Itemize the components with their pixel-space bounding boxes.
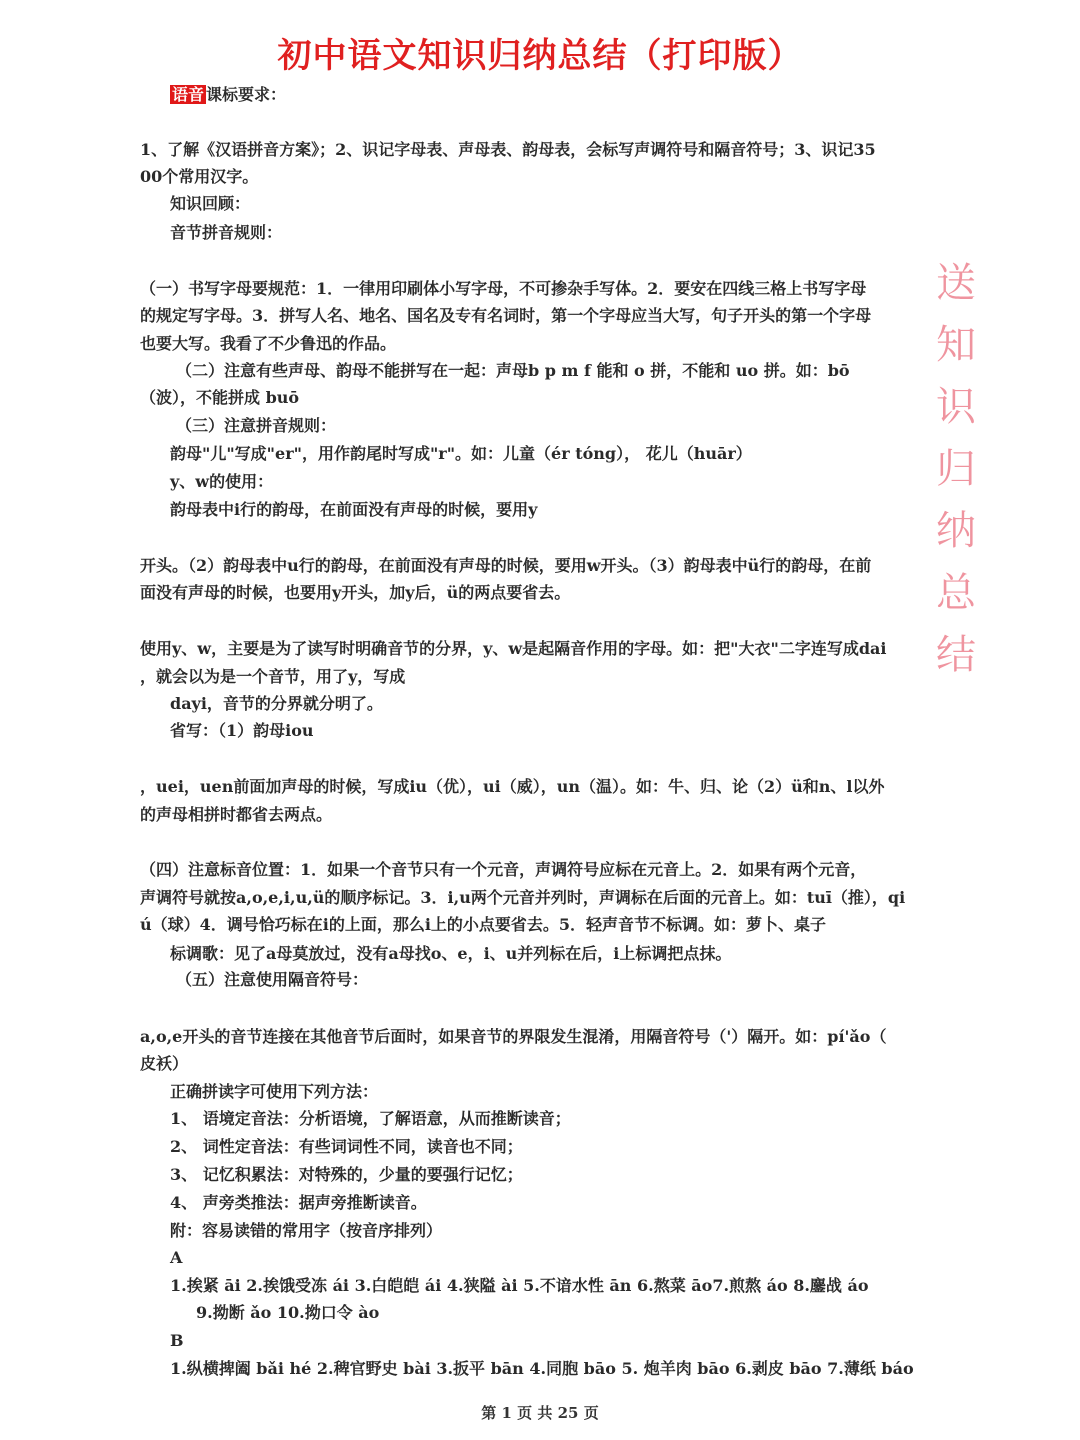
text-line: 附：容易读错的常用字（按音序排列） (170, 1221, 443, 1240)
text-line: 1、了解《汉语拼音方案》；2、识记字母表、声母表、韵母表，会标写声调符号和隔音符号；3、识记35 (140, 140, 876, 159)
text-line: 的规定写字母。3．拼写人名、地名、国名及专有名词时，第一个字母应当大写，句子开头的第一个字母 (140, 306, 872, 325)
text-line: 使用y、w，主要是为了读写时明确音节的分界，y、w是起隔音作用的字母。如：把"大衣"二字连写成dai (140, 639, 887, 658)
text-line: （五）注意使用隔音符号： (176, 970, 369, 989)
text-line: y、w的使用： (170, 472, 274, 491)
text-line: 标调歌：见了a母莫放过，没有a母找o、e，i、u并列标在后，i上标调把点抹。 (170, 944, 732, 963)
text-line: 面没有声母的时候，也要用y开头，加y后，ü的两点要省去。 (140, 583, 571, 602)
text-line: ú（球）4．调号恰巧标在i的上面，那么i上的小点要省去。5．轻声音节不标调。如：萝卜、桌子 (140, 915, 827, 934)
page-footer: 第 1 页 共 25 页 (481, 1404, 599, 1422)
text-line: 韵母表中i行的韵母，在前面没有声母的时候，要用y (170, 500, 538, 519)
text-line: a,o,e开头的音节连接在其他音节后面时，如果音节的界限发生混淆，用隔音符号（'）隔开。如：pí'ǎo（ (140, 1027, 887, 1046)
section-highlight: 语音 (172, 85, 205, 104)
text-line: 韵母"儿"写成"er"，用作韵尾时写成"r"。如：儿童（ér tóng）， 花儿（huār） (170, 444, 752, 463)
watermark-text: 送知识归纳总结 (936, 260, 976, 678)
text-line: 省写：（1）韵母iou (170, 721, 314, 740)
text-line: （二）注意有些声母、韵母不能拼写在一起：声母b p m f 能和 o 拼，不能和 uo 拼。如：bō (176, 361, 850, 380)
text-line: 1、 语境定音法：分析语境，了解语意，从而推断读音； (170, 1109, 571, 1128)
text-line: ，就会以为是一个音节，用了y，写成 (140, 667, 406, 686)
text-line: 知识回顾： (170, 194, 251, 213)
text-line: 正确拼读字可使用下列方法： (170, 1082, 379, 1101)
text-line: 3、 记忆积累法：对特殊的，少量的要强行记忆； (170, 1165, 523, 1184)
text-line: ，uei，uen前面加声母的时候，写成iu（优），ui（威），un（温）。如：牛、归、论（2）ü和n、l以外 (140, 777, 885, 796)
text-line: 1.纵横捭阖 bǎi hé 2.稗官野史 bài 3.扳平 bān 4.同胞 bāo 5. 炮羊肉 bāo 6.剥皮 bāo 7.薄纸 báo (170, 1359, 914, 1378)
text-line: 皮袄） (140, 1054, 189, 1073)
text-line: 也要大写。我看了不少鲁迅的作品。 (140, 334, 397, 353)
text-line: 的声母相拼时都省去两点。 (140, 805, 333, 824)
text-line: dayi，音节的分界就分明了。 (170, 694, 383, 713)
text-line: 4、 声旁类推法：据声旁推断读音。 (170, 1193, 427, 1212)
text-line: （波），不能拼成 buō (140, 388, 300, 407)
text-line: 00个常用汉字。 (140, 167, 259, 186)
text-line: B (170, 1331, 184, 1350)
text-line: 声调符号就按a,o,e,i,u,ü的顺序标记。3．i,u两个元音并列时，声调标在后面的元音上。如：tuī（推），qi (140, 888, 906, 907)
text-line: 开头。（2）韵母表中u行的韵母，在前面没有声母的时候，要用w开头。（3）韵母表中ü行的韵母，在前 (140, 556, 872, 575)
section-heading (170, 84, 286, 106)
text-line: （四）注意标音位置：1．如果一个音节只有一个元音，声调符号应标在元音上。2．如果有两个元音， (140, 860, 867, 879)
section-heading-rest: 课标要求： (206, 85, 287, 104)
text-line: A (170, 1248, 183, 1267)
text-line: 9.拗断 ǎo 10.拗口令 ào (196, 1303, 380, 1322)
text-line: （三）注意拼音规则： (176, 416, 337, 435)
text-line: 1.挨紧 āi 2.挨饿受冻 ái 3.白皑皑 ái 4.狭隘 ài 5.不谙水性 ān 6.熬菜 āo7.煎熬 áo 8.鏖战 áo (170, 1276, 869, 1295)
document-title: 初中语文知识归纳总结（打印版） (277, 36, 803, 76)
text-line: （一）书写字母要规范：1．一律用印刷体小写字母，不可掺杂手写体。2．要安在四线三格上书写字母 (140, 279, 867, 298)
text-line: 音节拼音规则： (170, 223, 283, 242)
text-line: 2、 词性定音法：有些词词性不同，读音也不同； (170, 1137, 523, 1156)
